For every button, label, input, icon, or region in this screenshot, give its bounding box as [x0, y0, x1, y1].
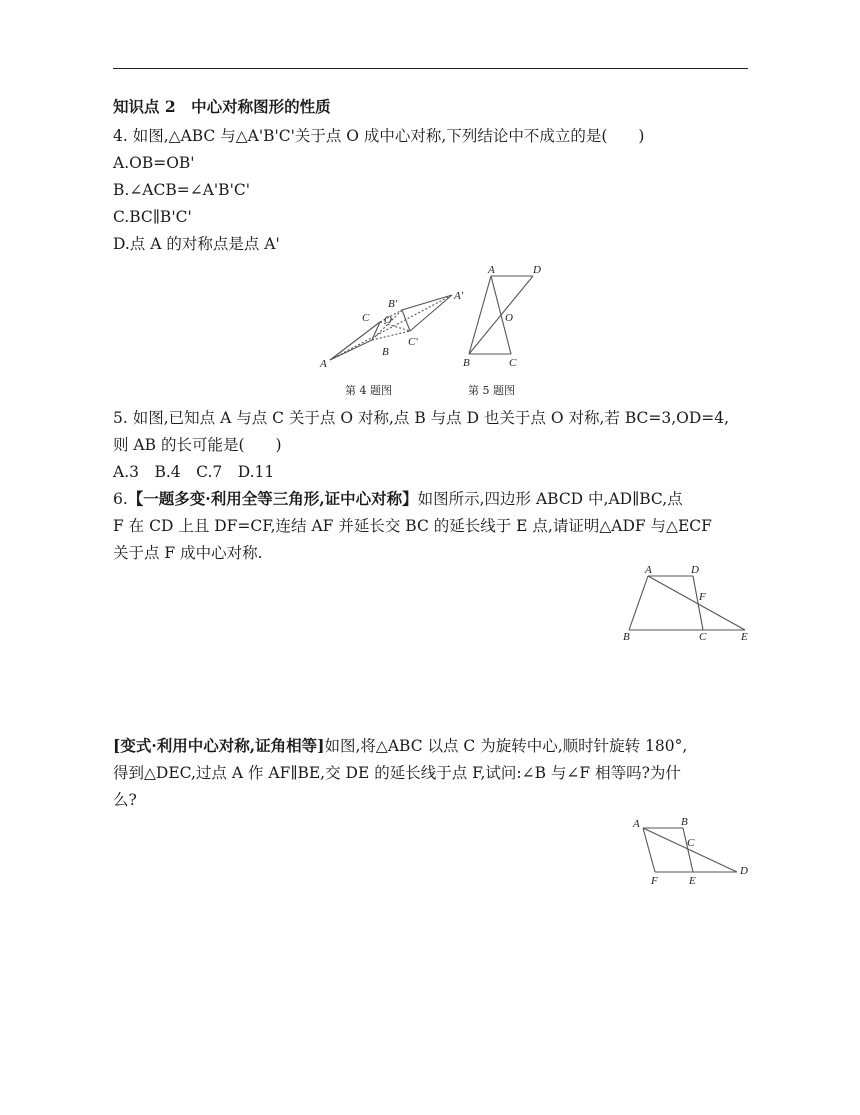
- q6-line1: [113, 488, 683, 510]
- q6-line3: 关于点 F 成中心对称.: [113, 544, 263, 562]
- fig5-label-a: A: [488, 264, 495, 276]
- variant-label-b: B: [681, 816, 688, 828]
- fig6-label-a: A: [645, 564, 652, 576]
- triangle-abc: [330, 322, 380, 360]
- fig5-label-c: C: [509, 357, 517, 369]
- variant-tag: [变式·利用中心对称,证角相等]: [113, 736, 325, 755]
- fig6-label-b: B: [623, 631, 630, 642]
- q5-line2: 则 AB 的长可能是( ): [113, 436, 282, 454]
- fig4-label-a1: A': [454, 290, 464, 302]
- variant-label-d: D: [740, 865, 748, 877]
- q6-tag: 【一题多变·利用全等三角形,证中心对称】: [127, 489, 418, 508]
- fig6-label-e: E: [741, 631, 748, 642]
- figure-4: [310, 285, 470, 375]
- fig6-label-d: D: [691, 564, 699, 576]
- line-bc1: [372, 331, 410, 340]
- fig4-label-o: O: [384, 314, 392, 326]
- variant-line3: 么?: [113, 791, 137, 809]
- fig5-caption: 第 5 题图: [468, 384, 515, 397]
- fig4-label-a: A: [320, 358, 327, 370]
- segment-ab: [469, 276, 491, 354]
- q6-line2: F 在 CD 上且 DF=CF,连结 AF 并延长交 BC 的延长线于 E 点,请证明△ADF 与△ECF: [113, 517, 712, 535]
- fig4-label-b: B: [382, 346, 389, 358]
- segment-be: [683, 828, 693, 872]
- fig4-label-b1: B': [388, 298, 398, 310]
- section-heading: 知识点 2 中心对称图形的性质: [113, 97, 331, 116]
- top-rule: [113, 68, 748, 69]
- figure-5: [455, 262, 555, 370]
- variant-line2: 得到△DEC,过点 A 作 AF∥BE,交 DE 的延长线于点 F,试问:∠B 与∠F 相等吗?为什: [113, 764, 681, 782]
- figure-variant: [625, 812, 755, 887]
- q5-options: A.3 B.4 C.7 D.11: [113, 463, 275, 481]
- figure-6: [615, 562, 755, 642]
- variant-label-a: A: [633, 818, 640, 830]
- fig4-label-c: C: [362, 312, 370, 324]
- fig5-label-d: D: [533, 264, 541, 276]
- q4-stem: 4. 如图,△ABC 与△A'B'C'关于点 O 成中心对称,下列结论中不成立的是( ): [113, 127, 645, 145]
- variant-line1: [113, 735, 687, 757]
- variant-label-c: C: [687, 837, 695, 849]
- variant-label-f: F: [651, 875, 658, 887]
- segment-ae: [648, 576, 745, 630]
- fig4-caption: 第 4 题图: [345, 384, 392, 397]
- segment-af: [643, 828, 655, 872]
- q4-option-c: C.BC∥B'C': [113, 208, 192, 226]
- fig5-label-o: O: [505, 312, 513, 324]
- segment-ad: [643, 828, 737, 872]
- q4-option-d: D.点 A 的对称点是点 A': [113, 235, 280, 253]
- q4-option-a: A.OB=OB': [113, 154, 195, 172]
- fig6-label-f: F: [699, 591, 706, 603]
- q6-line1-rest: 如图所示,四边形 ABCD 中,AD∥BC,点: [417, 490, 683, 508]
- variant-label-e: E: [689, 875, 696, 887]
- triangle-a1b1c1: [402, 295, 452, 331]
- variant-line1-rest: 如图,将△ABC 以点 C 为旋转中心,顺时针旋转 180°,: [324, 737, 688, 755]
- fig5-label-b: B: [463, 357, 470, 369]
- segment-ab: [629, 576, 648, 630]
- q5-line1: 5. 如图,已知点 A 与点 C 关于点 O 对称,点 B 与点 D 也关于点 O 对称,若 BC=3,OD=4,: [113, 409, 730, 427]
- q4-option-b: B.∠ACB=∠A'B'C': [113, 181, 250, 199]
- q6-number: 6.: [113, 490, 128, 508]
- fig6-label-c: C: [699, 631, 707, 642]
- segment-dc: [693, 576, 703, 630]
- fig4-label-c1: C': [408, 336, 418, 348]
- segment-db: [469, 276, 533, 354]
